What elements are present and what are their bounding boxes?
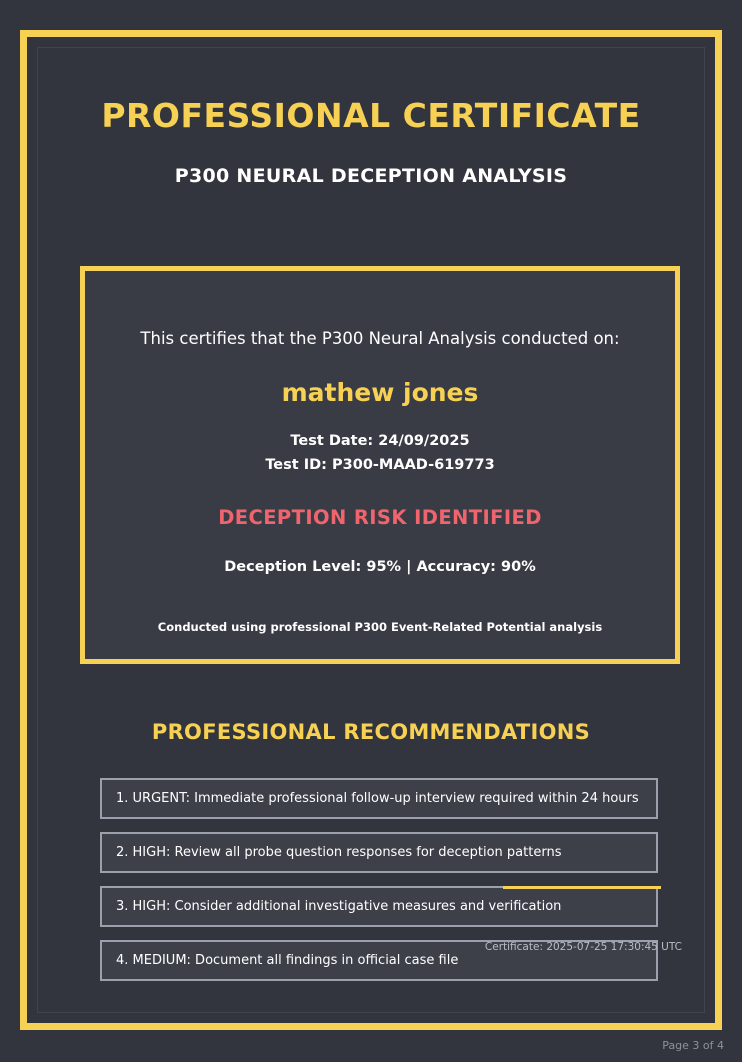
list-item: 1. URGENT: Immediate professional follow-up interview required within 24 hours: [100, 778, 658, 819]
page-subtitle: P300 NEURAL DECEPTION ANALYSIS: [174, 165, 568, 187]
certificate-details-box: [80, 266, 680, 664]
test-id: Test ID: P300-MAAD-619773: [265, 457, 495, 473]
list-item: 4. MEDIUM: Document all findings in official case file: [100, 940, 658, 981]
page-title: PROFESSIONAL CERTIFICATE: [101, 96, 641, 135]
subject-name: mathew jones: [281, 378, 479, 407]
gold-accent-rule: [503, 886, 661, 889]
certificate-content-area: [37, 47, 705, 1013]
gold-border-frame: [20, 30, 722, 1030]
list-item: 2. HIGH: Review all probe question responses for deception patterns: [100, 832, 658, 873]
deception-accuracy-levels: Deception Level: 95% | Accuracy: 90%: [224, 559, 536, 575]
certifies-text: This certifies that the P300 Neural Analysis conducted on:: [140, 329, 620, 348]
status-badge: DECEPTION RISK IDENTIFIED: [218, 506, 542, 529]
method-note: Conducted using professional P300 Event-Related Potential analysis: [157, 620, 603, 634]
page-number: Page 3 of 4: [662, 1039, 724, 1052]
test-date: Test Date: 24/09/2025: [290, 433, 470, 449]
list-item: 3. HIGH: Consider additional investigative measures and verification: [100, 886, 658, 927]
certificate-timestamp: Certificate: 2025-07-25 17:30:45 UTC: [484, 941, 682, 953]
recommendations-heading: PROFESSIONAL RECOMMENDATIONS: [151, 720, 591, 744]
